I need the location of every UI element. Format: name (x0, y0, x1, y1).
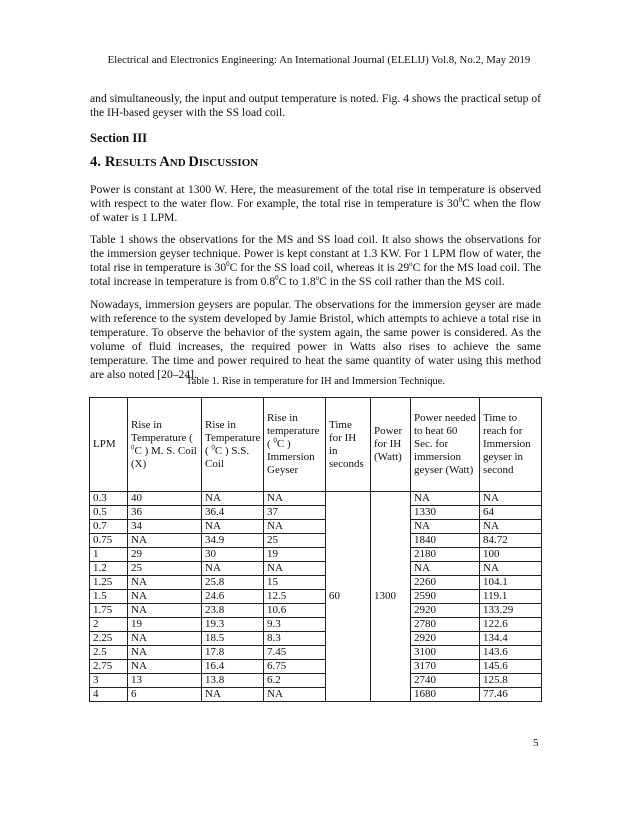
header-power-immersion: Power needed to heat 60 Sec. for immersion geyser (Watt) (411, 398, 480, 492)
cell-rise-immersion: 10.6 (264, 604, 326, 618)
cell-time-ih-merged: 60 (326, 492, 371, 702)
heading-word-d: D (188, 154, 199, 170)
header-lpm: LPM (90, 398, 128, 492)
cell-lpm: 3 (90, 674, 128, 688)
cell-power-immersion: NA (411, 520, 480, 534)
cell-lpm: 1.2 (90, 562, 128, 576)
header-time-immersion: Time to reach for Immersion geyser in second (480, 398, 542, 492)
cell-rise-immersion: 6.75 (264, 660, 326, 674)
cell-lpm: 1.5 (90, 590, 128, 604)
cell-rise-ss: NA (202, 492, 264, 506)
cell-lpm: 2 (90, 618, 128, 632)
header-rise-ms (128, 398, 202, 492)
cell-power-immersion: NA (411, 562, 480, 576)
cell-power-immersion: 2920 (411, 604, 480, 618)
cell-rise-ms: 36 (128, 506, 202, 520)
cell-rise-ss: 25.8 (202, 576, 264, 590)
heading-word-r: R (104, 154, 116, 170)
table-row (90, 520, 542, 534)
section-heading (90, 154, 258, 171)
para2-text-a: Power is constant at 1300 W. Here, the measurement of the total rise in temperature is observed with respect to the water flow. For example, the total rise in temperature is 30 (90, 183, 541, 210)
header-time-ih: Time for IH in seconds (326, 398, 371, 492)
cell-time-immersion: 84.72 (480, 534, 542, 548)
table-row (90, 632, 542, 646)
cell-rise-ms: NA (128, 632, 202, 646)
cell-time-immersion: 119.1 (480, 590, 542, 604)
paragraph-power-constant (90, 183, 541, 225)
cell-time-immersion: 77.46 (480, 688, 542, 702)
table-row (90, 548, 542, 562)
header-ss-sup: 0 (211, 442, 215, 451)
table-row (90, 506, 542, 520)
table-row (90, 576, 542, 590)
header-ms-a: Rise in Temperature ( (131, 418, 193, 444)
cell-lpm: 2.25 (90, 632, 128, 646)
cell-rise-ss: 34.9 (202, 534, 264, 548)
paragraph-immersion-geysers: Nowadays, immersion geysers are popular. The observations for the immersion geyser are made with reference to the system developed by Jamie Bristol, which attempts to achieve a total rise in temperature. To observe the behavior of the system again, the same power is considered. As the volume of fluid increases, the required power in Watts also rises to achieve the same temperature. The time and power required to heat the same quantity of water using this method are also noted [20–24]. (90, 298, 541, 381)
cell-rise-immersion: NA (264, 562, 326, 576)
cell-rise-ms: NA (128, 534, 202, 548)
cell-rise-immersion: 9.3 (264, 618, 326, 632)
para2-text-b: C when the flow of water is 1 LPM. (90, 197, 541, 224)
table-row (90, 534, 542, 548)
cell-rise-ss: 18.5 (202, 632, 264, 646)
cell-time-immersion: 64 (480, 506, 542, 520)
cell-lpm: 0.5 (90, 506, 128, 520)
cell-rise-immersion: 37 (264, 506, 326, 520)
cell-rise-immersion: 19 (264, 548, 326, 562)
cell-rise-immersion: 6.2 (264, 674, 326, 688)
table-caption: Table 1. Rise in temperature for IH and Immersion Technique. (186, 376, 445, 387)
cell-power-immersion: 2260 (411, 576, 480, 590)
cell-time-immersion: 125.8 (480, 674, 542, 688)
para3-text-a: Table 1 shows the observations for the MS and SS load coil. It also shows the observations for the immersion geyser technique. Power is kept constant at 1.3 KW. For 1 LPM flow of water, the total rise in temperature is 30 (90, 233, 541, 274)
table-row (90, 646, 542, 660)
paragraph-setup: and simultaneously, the input and output temperature is noted. Fig. 4 shows the practical setup of the IH-based geyser with the SS load coil. (90, 92, 541, 119)
cell-rise-ms: 25 (128, 562, 202, 576)
cell-power-immersion: 1840 (411, 534, 480, 548)
cell-rise-ms: 29 (128, 548, 202, 562)
table-row (90, 492, 542, 506)
cell-lpm: 0.75 (90, 534, 128, 548)
para3-text-b: C for the SS load coil, whereas it is 29 (229, 261, 410, 274)
cell-rise-ms: NA (128, 576, 202, 590)
section-label: Section III (90, 131, 148, 145)
running-header: Electrical and Electronics Engineering: An International Journal (ELELIJ) Vol.8, No.2, May 2019 (107, 54, 531, 66)
cell-power-immersion: 2920 (411, 632, 480, 646)
cell-lpm: 0.3 (90, 492, 128, 506)
cell-rise-ss: NA (202, 562, 264, 576)
cell-rise-ss: 24.6 (202, 590, 264, 604)
header-ms-b: C ) M. S. Coil (X) (131, 444, 197, 470)
para3-sup2: o (409, 260, 413, 269)
cell-time-immersion: 133.29 (480, 604, 542, 618)
cell-power-immersion: 2180 (411, 548, 480, 562)
cell-time-immersion: 100 (480, 548, 542, 562)
cell-rise-ss: 19.3 (202, 618, 264, 632)
para3-sup3: 0 (275, 274, 279, 283)
cell-rise-ss: 17.8 (202, 646, 264, 660)
cell-power-immersion: 2740 (411, 674, 480, 688)
header-ss-b: C ) S.S. Coil (205, 444, 250, 470)
cell-rise-ss: 13.8 (202, 674, 264, 688)
cell-power-immersion: 1680 (411, 688, 480, 702)
para2-sup: 0 (458, 196, 463, 205)
cell-lpm: 1.25 (90, 576, 128, 590)
cell-rise-ms: 40 (128, 492, 202, 506)
cell-rise-immersion: 15 (264, 576, 326, 590)
cell-rise-immersion: 7.45 (264, 646, 326, 660)
para3-text-d: C to 1.8 (278, 275, 316, 288)
cell-rise-ms: NA (128, 604, 202, 618)
cell-time-immersion: 104.1 (480, 576, 542, 590)
cell-power-immersion: 1330 (411, 506, 480, 520)
para3-text-e: C in the SS coil rather than the MS coil. (319, 275, 505, 288)
cell-time-immersion: NA (480, 520, 542, 534)
header-ss-a: Rise in Temperature ( (205, 418, 261, 457)
cell-power-immersion: 3170 (411, 660, 480, 674)
cell-time-immersion: NA (480, 562, 542, 576)
cell-time-immersion: 122.6 (480, 618, 542, 632)
heading-word-nd: ND (169, 157, 189, 169)
cell-rise-ms: 19 (128, 618, 202, 632)
cell-rise-ms: NA (128, 660, 202, 674)
paragraph-table-observations (90, 233, 541, 289)
cell-rise-ss: 16.4 (202, 660, 264, 674)
header-rise-immersion (264, 398, 326, 492)
page-number: 5 (533, 737, 539, 749)
cell-rise-ms: NA (128, 646, 202, 660)
cell-rise-ms: 34 (128, 520, 202, 534)
table-row (90, 590, 542, 604)
cell-rise-immersion: 8.3 (264, 632, 326, 646)
cell-power-immersion: NA (411, 492, 480, 506)
cell-lpm: 2.5 (90, 646, 128, 660)
heading-number: 4. (90, 154, 101, 170)
header-rise-ss (202, 398, 264, 492)
table-header-row (90, 398, 542, 492)
cell-rise-ms: 6 (128, 688, 202, 702)
table-body (90, 492, 542, 702)
cell-time-immersion: 134.4 (480, 632, 542, 646)
cell-rise-ms: NA (128, 590, 202, 604)
para3-sup4: o (315, 274, 320, 283)
header-imm-b: C ) Immersion Geyser (267, 438, 315, 476)
cell-lpm: 0.7 (90, 520, 128, 534)
cell-rise-ms: 13 (128, 674, 202, 688)
cell-power-immersion: 3100 (411, 646, 480, 660)
cell-time-immersion: 143.6 (480, 646, 542, 660)
header-imm-sup: 0 (273, 436, 277, 445)
table-row (90, 604, 542, 618)
cell-rise-ss: NA (202, 520, 264, 534)
cell-rise-immersion: 12.5 (264, 590, 326, 604)
table-row (90, 674, 542, 688)
table-row (90, 688, 542, 702)
observation-table (89, 397, 542, 702)
table-row (90, 618, 542, 632)
cell-rise-ss: 23.8 (202, 604, 264, 618)
cell-rise-ss: NA (202, 688, 264, 702)
para3-text-c: C for the MS load coil. The total increase in temperature is from 0.8 (90, 261, 542, 288)
cell-rise-ss: 30 (202, 548, 264, 562)
cell-rise-ss: 36.4 (202, 506, 264, 520)
cell-power-ih-merged: 1300 (371, 492, 411, 702)
cell-power-immersion: 2780 (411, 618, 480, 632)
cell-time-immersion: NA (480, 492, 542, 506)
cell-rise-immersion: NA (264, 688, 326, 702)
cell-rise-immersion: 25 (264, 534, 326, 548)
cell-rise-immersion: NA (264, 492, 326, 506)
cell-lpm: 2.75 (90, 660, 128, 674)
cell-power-immersion: 2590 (411, 590, 480, 604)
header-power-ih: Power for IH (Watt) (371, 398, 411, 492)
table-row (90, 660, 542, 674)
para3-sup1: 0 (226, 260, 230, 269)
cell-rise-immersion: NA (264, 520, 326, 534)
table-row (90, 562, 542, 576)
cell-lpm: 1.75 (90, 604, 128, 618)
cell-lpm: 1 (90, 548, 128, 562)
heading-word-a: A (159, 154, 170, 170)
heading-word-iscussion: ISCUSSION (198, 157, 259, 169)
heading-word-esults: ESULTS (115, 157, 160, 169)
cell-time-immersion: 145.6 (480, 660, 542, 674)
cell-lpm: 4 (90, 688, 128, 702)
header-imm-a: Rise in temperature ( (267, 412, 320, 450)
header-ms-sup: 0 (131, 442, 135, 451)
